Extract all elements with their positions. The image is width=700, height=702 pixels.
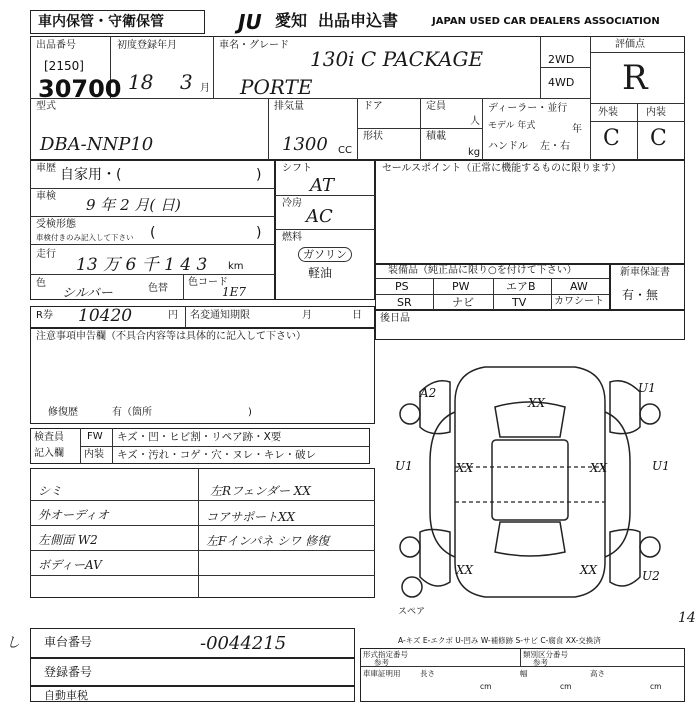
height-unit: cm [650,682,662,691]
org-name: 愛知 [275,11,308,30]
equip-airbag: エアB [506,280,536,293]
mark-xx-bottom-left: XX [456,563,474,577]
capacity-unit: 人 [470,116,480,127]
first-reg-label: 初度登録年月 [117,40,177,51]
mark-u2: U2 [642,569,660,583]
notice-label: 注意事項申告欄（不具合内容等は具体的に記入して下さい） [36,331,306,342]
year-unit: 年 [572,124,582,135]
deadline-month: 月 [302,310,312,321]
car-diagram [390,352,680,622]
capacity-label: 定員 [426,101,446,112]
equip-tv: TV [512,296,527,309]
model-label: 型式 [36,101,56,112]
ac-value: AC [306,206,333,227]
mark-xx-right: XX [590,461,608,475]
fuel-label: 燃料 [282,232,302,243]
selling-label: セールスポイント（正常に機能するものに限ります） [382,163,622,174]
length-label: 長さ [420,669,435,678]
exterior-grade: C [603,126,620,151]
spare-label: スペア [398,607,426,617]
mileage-value: 13 万 6 千 1 4 3 [76,255,208,275]
lot-number: 30700 [38,75,122,103]
equip-navi: ナビ [452,296,474,309]
first-reg-year: 18 [128,70,154,94]
history-close: ) [256,167,262,183]
equip-pw: PW [452,280,470,293]
ju-logo: JU [238,10,262,34]
model-value: DBA-NNP10 [40,134,154,155]
ato-label: 後日品 [380,313,410,324]
warranty-label: 新車保証書 [620,267,670,278]
garage-cert-label: 車庫証明用 [363,669,401,678]
note-left-2: 外オーディオ [38,508,110,522]
car-name: PORTE [240,75,313,99]
repair-value: 有（箇所 [112,407,152,418]
ticket-unit: 円 [168,310,178,321]
note-left-4: ボディーAV [38,558,102,572]
shape-ref: 参考 [374,658,389,667]
repair-close: ) [248,407,252,418]
storage-label: 車内保管・守衛保管 [38,14,164,30]
category-ref: 参考 [533,658,548,667]
assoc-name: JAPAN USED CAR DEALERS ASSOCIATION [432,16,660,27]
mileage-label: 走行 [36,249,56,260]
receipt-open: ( [150,225,156,241]
chassis-value: -0044215 [200,633,287,654]
load-unit: kg [468,147,481,158]
mark-a2: A2 [420,386,437,400]
door-label: ドア [363,101,383,112]
color-tone-label: 色替 [148,283,168,294]
note-right-1: 左Rフェンダー XX [210,484,311,498]
mark-u1-top: U1 [638,381,656,395]
disp-value: 1300 [282,134,328,155]
lot-label: 出品番号 [36,40,76,51]
rating-label: 評価点 [615,39,645,50]
repair-label: 修復歴 [48,407,78,418]
equip-sr: SR [397,296,412,309]
equip-ps: PS [395,280,409,293]
inspector-row1: キズ・凹・ヒビ割・リペア跡・X要 [117,431,282,443]
inspector-row2: キズ・汚れ・コゲ・穴・ヌレ・キレ・破レ [117,449,317,461]
form-title: 出品申込書 [318,11,399,30]
color-value: シルバー [62,286,113,301]
registration-label: 登録番号 [44,665,93,679]
shaken-label: 車検 [36,191,56,202]
mark-u1-left: U1 [395,459,413,473]
shaken-value: 9 年 2 月( 日) [86,196,181,214]
inspector-fw: FW [87,431,103,442]
selling-box [375,160,685,264]
mark-xx-bottom-right: XX [580,563,598,577]
shift-label: シフト [282,163,312,174]
first-reg-month: 3 [180,70,193,94]
color-label: 色 [36,278,46,289]
fuel-gasoline: ガソリン [298,247,352,262]
inspector-label-2: 記入欄 [34,448,64,459]
note-left-1: シミ [38,484,63,498]
rating-value: R [622,58,648,98]
dealer-label: ディーラー・並行 [488,103,568,114]
interior-grade: C [650,126,667,151]
color-code: 1E7 [222,285,247,299]
car-label: 車名・グレード [219,40,289,51]
notice-box [30,328,375,424]
inspector-label-1: 検査員 [34,432,64,443]
history-label: 車歴 [36,163,56,174]
interior-label: 内装 [646,107,666,118]
equipment-label: 装備品（純正品に限り○を付けて下さい） [388,265,577,276]
receipt-note: 車検付きのみ記入して下さい [36,233,134,242]
shape-label: 形状 [363,131,383,142]
disp-unit: CC [338,145,352,156]
equip-aw: AW [570,280,588,293]
width-unit: cm [560,682,572,691]
receipt-label: 受検形態 [36,219,76,230]
deadline-day: 日 [352,310,362,321]
inspector-inner: 内装 [84,449,104,460]
height-label: 高さ [590,669,605,678]
history-value: 自家用・( [60,167,122,183]
handle-opts: 左・右 [540,141,570,152]
mark-xx-left: XX [456,461,474,475]
ato-box [375,310,685,340]
handle-label: ハンドル [488,141,528,152]
warranty-value: 有・無 [622,288,659,302]
shape-number-label: 形式指定番号 [363,650,408,659]
load-label: 積載 [426,131,446,142]
note-left-3: 左側面 W2 [38,533,98,547]
disp-label: 排気量 [274,101,304,112]
color-code-label: 色コード [188,277,228,288]
note-right-2: コアサポートXX [206,510,296,524]
width-label: 幅 [520,669,528,678]
model-year-label: モデル 年式 [488,121,536,131]
ticket-value: 10420 [78,306,133,326]
length-unit: cm [480,682,492,691]
drive-4wd: 4WD [548,76,575,89]
exterior-label: 外装 [598,107,618,118]
mark-u1-right: U1 [652,459,670,473]
ticket-label: R券 [36,310,53,321]
mileage-unit: km [228,261,244,272]
category-label: 類別区分番号 [523,650,568,659]
drive-2wd: 2WD [548,53,575,66]
first-reg-month-unit: 月 [200,83,210,94]
margin-left-mark: し [6,635,20,651]
margin-right-mark: 14 [678,610,696,626]
equip-seat: カワシート [554,296,604,307]
car-grade: 130i C PACKAGE [310,47,484,71]
fuel-diesel: 軽油 [308,266,333,280]
tax-label: 自動車税 [44,689,88,702]
mark-xx-top: XX [528,396,546,410]
chassis-label: 車台番号 [44,635,93,649]
ac-label: 冷房 [282,198,302,209]
legend: A-キズ E-エクボ U-凹み W-補修跡 S-サビ C-腐食 XX-交換済 [398,636,601,645]
notice-deadline-label: 名変通知期限 [190,310,250,321]
note-right-3: 左Fインパネ シワ 修復 [206,534,330,548]
receipt-close: ) [256,225,262,241]
shift-value: AT [310,175,335,196]
lot-sub: [2150] [44,59,84,73]
